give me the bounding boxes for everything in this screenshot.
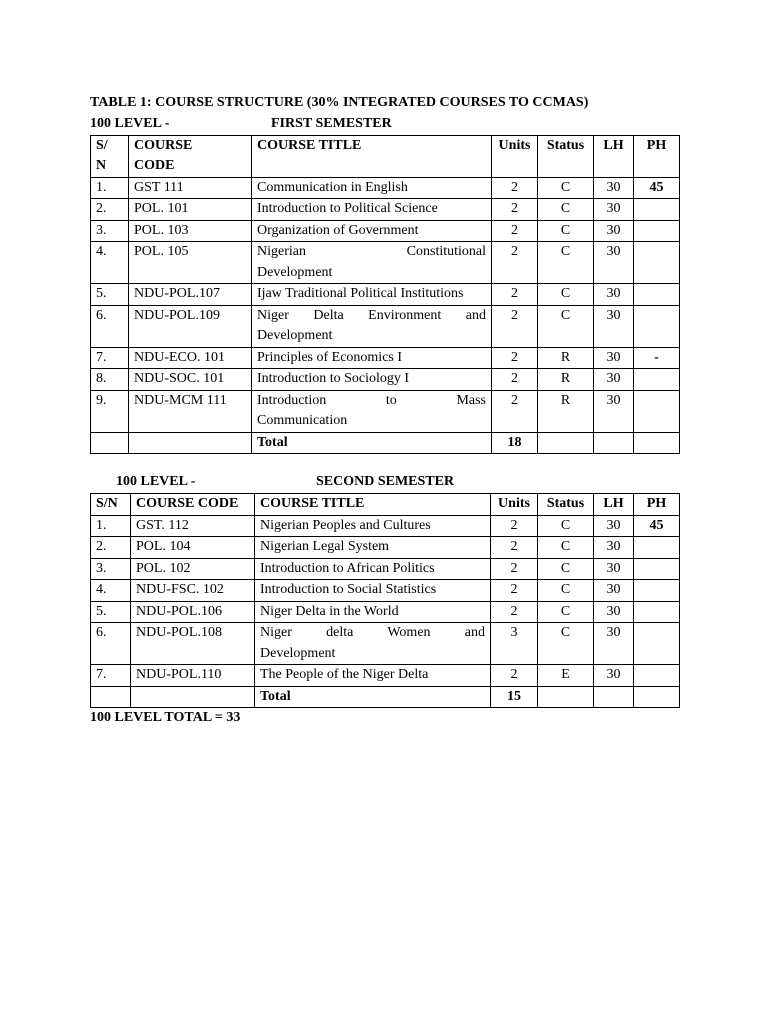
total-label: Total xyxy=(252,432,492,454)
lh-cell: 30 xyxy=(594,390,634,432)
units-cell: 3 xyxy=(491,623,538,665)
lh-cell: 30 xyxy=(594,665,634,687)
lh-cell: 30 xyxy=(594,515,634,537)
table-row xyxy=(91,537,680,559)
course-title-cell xyxy=(252,390,492,432)
table-row xyxy=(91,369,680,391)
course-title-cell: Nigerian Peoples and Cultures xyxy=(255,515,491,537)
semester-label: SECOND SEMESTER xyxy=(316,474,455,489)
title-header: COURSE TITLE xyxy=(252,135,492,177)
empty-cell xyxy=(129,432,252,454)
code-header: COURSE CODE xyxy=(131,494,255,516)
course-title-cell: Introduction to Political Science xyxy=(252,199,492,221)
course-title-cell: Introduction to Sociology I xyxy=(252,369,492,391)
first-semester-heading xyxy=(90,114,679,135)
lh-cell: 30 xyxy=(594,347,634,369)
sn-cell: 6. xyxy=(91,305,129,347)
status-header: Status xyxy=(538,494,594,516)
units-cell: 2 xyxy=(492,177,538,199)
empty-cell xyxy=(594,686,634,708)
status-cell: C xyxy=(538,601,594,623)
course-title-cell: Ijaw Traditional Political Institutions xyxy=(252,284,492,306)
ph-cell: 45 xyxy=(634,515,680,537)
ph-cell xyxy=(634,199,680,221)
lh-cell: 30 xyxy=(594,580,634,602)
ph-cell: - xyxy=(634,347,680,369)
ph-header: PH xyxy=(634,135,680,177)
table-row xyxy=(91,558,680,580)
course-title-cell: The People of the Niger Delta xyxy=(255,665,491,687)
course-title-cell: Introduction to African Politics xyxy=(255,558,491,580)
empty-cell xyxy=(91,432,129,454)
level-label: 100 LEVEL - xyxy=(116,474,196,489)
units-cell: 2 xyxy=(492,347,538,369)
total-row xyxy=(91,432,680,454)
document-title: TABLE 1: COURSE STRUCTURE (30% INTEGRATED COURSES TO CCMAS) xyxy=(90,95,589,110)
lh-cell: 30 xyxy=(594,199,634,221)
status-cell: C xyxy=(538,623,594,665)
lh-cell: 30 xyxy=(594,623,634,665)
status-cell: C xyxy=(538,515,594,537)
table-row xyxy=(91,515,680,537)
course-title-cell: Nigerian Legal System xyxy=(255,537,491,559)
empty-cell xyxy=(538,686,594,708)
second-semester-table xyxy=(90,493,680,708)
ph-cell xyxy=(634,220,680,242)
course-title-cell: Principles of Economics I xyxy=(252,347,492,369)
empty-cell xyxy=(91,686,131,708)
empty-cell xyxy=(634,432,680,454)
table-row xyxy=(91,623,680,665)
lh-header: LH xyxy=(594,494,634,516)
units-cell: 2 xyxy=(491,558,538,580)
course-code-cell: NDU-POL.107 xyxy=(129,284,252,306)
status-cell: R xyxy=(538,369,594,391)
course-title-cell xyxy=(252,242,492,284)
course-title-text xyxy=(257,391,486,432)
semester-label: FIRST SEMESTER xyxy=(271,115,392,131)
units-header: Units xyxy=(491,494,538,516)
ph-cell xyxy=(634,580,680,602)
course-code-cell: GST 111 xyxy=(129,177,252,199)
status-cell: C xyxy=(538,537,594,559)
sn-cell: 1. xyxy=(91,515,131,537)
title-header: COURSE TITLE xyxy=(255,494,491,516)
units-cell: 2 xyxy=(492,305,538,347)
lh-cell: 30 xyxy=(594,305,634,347)
course-code-cell: NDU-POL.106 xyxy=(131,601,255,623)
lh-cell: 30 xyxy=(594,537,634,559)
table-row xyxy=(91,347,680,369)
table-row xyxy=(91,199,680,221)
units-cell: 2 xyxy=(492,220,538,242)
status-cell: C xyxy=(538,305,594,347)
lh-cell: 30 xyxy=(594,601,634,623)
total-units: 18 xyxy=(492,432,538,454)
sn-cell: 5. xyxy=(91,601,131,623)
course-title-line1: Nigerian Constitutional xyxy=(257,244,486,259)
sn-cell: 4. xyxy=(91,580,131,602)
table-row xyxy=(91,284,680,306)
empty-cell xyxy=(594,432,634,454)
sn-cell: 3. xyxy=(91,558,131,580)
ph-cell xyxy=(634,390,680,432)
ph-header: PH xyxy=(634,494,680,516)
course-title-line2: Development xyxy=(257,328,333,343)
total-label: Total xyxy=(255,686,491,708)
ph-cell xyxy=(634,665,680,687)
units-cell: 2 xyxy=(492,390,538,432)
status-cell: E xyxy=(538,665,594,687)
sn-header: S/N xyxy=(91,494,131,516)
course-title-line1: Niger delta Women and xyxy=(260,625,485,640)
course-title-cell xyxy=(252,305,492,347)
units-cell: 2 xyxy=(492,199,538,221)
lh-cell: 30 xyxy=(594,177,634,199)
header-row xyxy=(91,135,680,177)
ph-cell xyxy=(634,558,680,580)
lh-cell: 30 xyxy=(594,284,634,306)
course-code-cell: POL. 103 xyxy=(129,220,252,242)
table-row xyxy=(91,242,680,284)
course-title-line2: Development xyxy=(260,645,336,661)
course-code-cell: POL. 102 xyxy=(131,558,255,580)
sn-cell: 7. xyxy=(91,665,131,687)
course-title-text xyxy=(260,623,485,664)
lh-cell: 30 xyxy=(594,558,634,580)
course-title-cell: Communication in English xyxy=(252,177,492,199)
status-cell: R xyxy=(538,390,594,432)
sn-cell: 8. xyxy=(91,369,129,391)
course-title-cell: Introduction to Social Statistics xyxy=(255,580,491,602)
course-title-line2: Communication xyxy=(257,413,348,428)
empty-cell xyxy=(634,686,680,708)
table-row xyxy=(91,177,680,199)
course-code-cell: POL. 101 xyxy=(129,199,252,221)
sn-header: S/ N xyxy=(91,135,129,177)
ph-cell xyxy=(634,537,680,559)
document-page xyxy=(90,93,679,729)
status-cell: C xyxy=(538,580,594,602)
course-title-line2: Development xyxy=(257,264,333,280)
units-cell: 2 xyxy=(491,665,538,687)
course-code-cell: NDU-FSC. 102 xyxy=(131,580,255,602)
level-total: 100 LEVEL TOTAL = 33 xyxy=(90,710,241,725)
course-title-line1: Niger Delta Environment and xyxy=(257,307,486,323)
course-code-cell: NDU-POL.110 xyxy=(131,665,255,687)
units-cell: 2 xyxy=(492,369,538,391)
table-row xyxy=(91,580,680,602)
ph-cell xyxy=(634,305,680,347)
status-cell: C xyxy=(538,199,594,221)
empty-cell xyxy=(131,686,255,708)
code-header: COURSE CODE xyxy=(129,135,252,177)
status-cell: C xyxy=(538,558,594,580)
sn-cell: 2. xyxy=(91,199,129,221)
total-row xyxy=(91,686,680,708)
table-row xyxy=(91,305,680,347)
ph-cell xyxy=(634,623,680,665)
units-cell: 2 xyxy=(491,537,538,559)
status-header: Status xyxy=(538,135,594,177)
total-units: 15 xyxy=(491,686,538,708)
course-title-cell xyxy=(255,623,491,665)
status-cell: C xyxy=(538,177,594,199)
course-code-cell: POL. 105 xyxy=(129,242,252,284)
course-code-cell: NDU-ECO. 101 xyxy=(129,347,252,369)
units-cell: 2 xyxy=(491,601,538,623)
lh-header: LH xyxy=(594,135,634,177)
second-semester-heading xyxy=(90,472,679,493)
course-code-cell: NDU-POL.109 xyxy=(129,305,252,347)
course-code-cell: NDU-MCM 111 xyxy=(129,390,252,432)
sn-cell: 3. xyxy=(91,220,129,242)
table-row xyxy=(91,220,680,242)
course-code-cell: NDU-SOC. 101 xyxy=(129,369,252,391)
units-cell: 2 xyxy=(491,580,538,602)
sn-cell: 4. xyxy=(91,242,129,284)
header-row xyxy=(91,494,680,516)
sn-cell: 2. xyxy=(91,537,131,559)
ph-cell xyxy=(634,242,680,284)
course-code-cell: NDU-POL.108 xyxy=(131,623,255,665)
status-cell: C xyxy=(538,242,594,284)
course-title-text xyxy=(257,306,486,347)
table-row xyxy=(91,390,680,432)
table-row xyxy=(91,601,680,623)
sn-cell: 6. xyxy=(91,623,131,665)
course-code-cell: GST. 112 xyxy=(131,515,255,537)
course-title-line1: Introduction to Mass xyxy=(257,392,486,408)
units-cell: 2 xyxy=(492,284,538,306)
first-semester-table xyxy=(90,135,680,455)
sn-cell: 5. xyxy=(91,284,129,306)
sn-cell: 7. xyxy=(91,347,129,369)
sn-cell: 1. xyxy=(91,177,129,199)
empty-cell xyxy=(538,432,594,454)
units-header: Units xyxy=(492,135,538,177)
lh-cell: 30 xyxy=(594,220,634,242)
course-title-text xyxy=(257,242,486,283)
status-cell: C xyxy=(538,220,594,242)
status-cell: R xyxy=(538,347,594,369)
ph-cell: 45 xyxy=(634,177,680,199)
lh-cell: 30 xyxy=(594,369,634,391)
course-code-cell: POL. 104 xyxy=(131,537,255,559)
ph-cell xyxy=(634,284,680,306)
ph-cell xyxy=(634,601,680,623)
level-label: 100 LEVEL - xyxy=(90,115,170,131)
sn-cell: 9. xyxy=(91,390,129,432)
course-title-cell: Organization of Government xyxy=(252,220,492,242)
ph-cell xyxy=(634,369,680,391)
table-row xyxy=(91,665,680,687)
units-cell: 2 xyxy=(491,515,538,537)
lh-cell: 30 xyxy=(594,242,634,284)
units-cell: 2 xyxy=(492,242,538,284)
status-cell: C xyxy=(538,284,594,306)
course-title-cell: Niger Delta in the World xyxy=(255,601,491,623)
